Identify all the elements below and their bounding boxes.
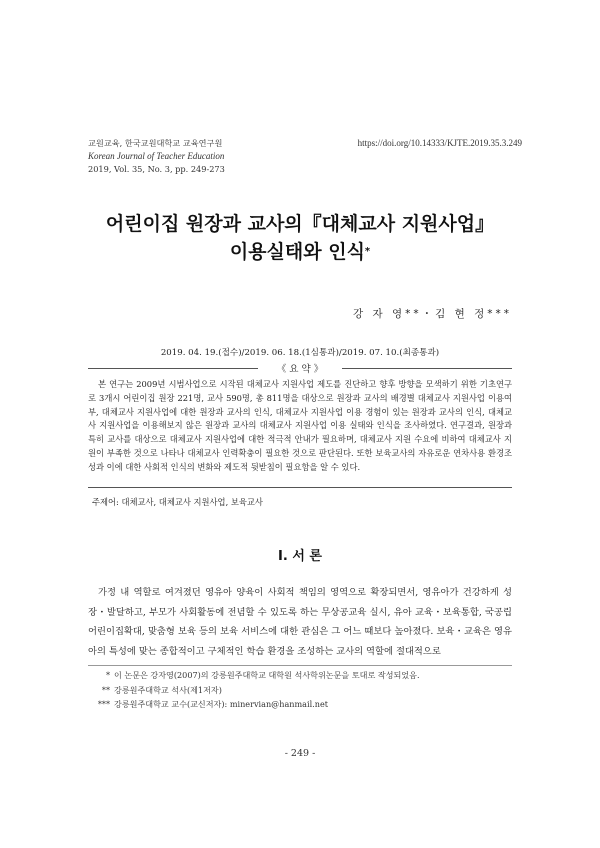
- page-number: - 249 -: [284, 748, 316, 759]
- keywords: 주제어: 대체교사, 대체교사 지원사업, 보육교사: [92, 497, 263, 507]
- journal-header: [88, 137, 225, 176]
- body-text: [88, 583, 512, 661]
- title-line-2-text: 이용실태와 인식: [229, 241, 365, 263]
- footnote-1: [88, 668, 420, 683]
- footnote-text: 강릉원주대학교 석사(제1저자): [114, 684, 222, 695]
- footnote-text: 이 논문은 강자영(2007)의 강릉원주대학교 대학원 석사학위논문을 토대로 작성되었음.: [114, 670, 420, 680]
- abstract-label: 《 요 약 》: [276, 364, 324, 375]
- authors: 강 자 영**・김 현 정***: [353, 308, 512, 320]
- abstract-body: [88, 378, 512, 475]
- title-footnote-mark: *: [364, 246, 371, 257]
- footnote-3: [88, 697, 420, 712]
- title-line-1: 어린이집 원장과 교사의『대체교사 지원사업』: [105, 213, 495, 235]
- journal-name: Korean Journal of Teacher Education: [88, 151, 225, 161]
- volume-info: 2019, Vol. 35, No. 3, pp. 249-273: [88, 164, 225, 174]
- abstract-bottom-rule: [88, 487, 512, 488]
- paper-title: [0, 210, 600, 266]
- footnote-mark: ***: [97, 699, 110, 709]
- body-paragraph: 가정 내 역할로 여겨졌던 영유아 양육이 사회적 책임의 영역으로 확장되면서, 영유아가 건강하게 성장・발달하고, 부모가 사회활동에 전념할 수 있도록 하는 무상공교육 실시, 유아 교육・보육통합, 국공립어린이집확대, 맞춤형 보육 등의 보육 서비스에 대한 관심은 그 어느 때보다 높아졌다. 보육・교육은 영유아의 특성에 맞는 종합적이고 구체적인 학습 환경을 조성하는 교사의 역할에 절대적으로: [88, 587, 512, 657]
- footnote-mark: **: [101, 684, 110, 695]
- abstract-text: 본 연구는 2009년 시범사업으로 시작된 대체교사 지원사업 제도를 진단하고 향후 방향을 모색하기 위한 기초연구로 3개시 어린이집 원장 221명, 교사 590명, 총 811명을 대상으로 원장과 교사의 배경별 대체교사 지원사업 이용여부, 대체교사 지원사업에 대한 원장과 교사의 인식, 대체교사 지원사업 이용 경험이 있는 원장과 교사의 인식, 대체교사 지원사업을 이용해보지 않은 원장과 교사의 대체교사 지원사업 이용 실태와 인식을 조사하였다. 연구결과, 원장과 특히 교사를 대상으로 대체교사 지원사업에 대한 적극적 안내가 필요하며, 대체교사 지원 수요에 비하여 대체교사 지원이 부족한 것으로 나타나 대체교사 인력확충이 필요한 것으로 판단된다. 또한 보육교사의 자유로운 연차사용 환경조성과 이에 대한 사회적 인식의 변화와 제도적 뒷받침이 필요함을 알 수 있다.: [88, 379, 512, 472]
- title-line-2: [0, 238, 600, 266]
- footnote-rule: [88, 665, 512, 666]
- doi-link[interactable]: https://doi.org/10.14333/KJTE.2019.35.3.249: [357, 138, 522, 148]
- abstract-heading: [88, 362, 512, 374]
- footnote-mark: *: [105, 670, 110, 680]
- footnote-text: 강릉원주대학교 교수(교신저자): minervian@hanmail.net: [114, 699, 329, 709]
- footnote-2: [88, 683, 420, 698]
- footnotes: [88, 668, 420, 712]
- submission-dates: 2019. 04. 19.(접수)/2019. 06. 18.(1심통과)/2019. 07. 10.(최종통과): [160, 348, 440, 358]
- section-heading: Ⅰ. 서 론: [278, 549, 322, 564]
- publisher: 교원교육, 한국교원대학교 교육연구원: [88, 138, 223, 148]
